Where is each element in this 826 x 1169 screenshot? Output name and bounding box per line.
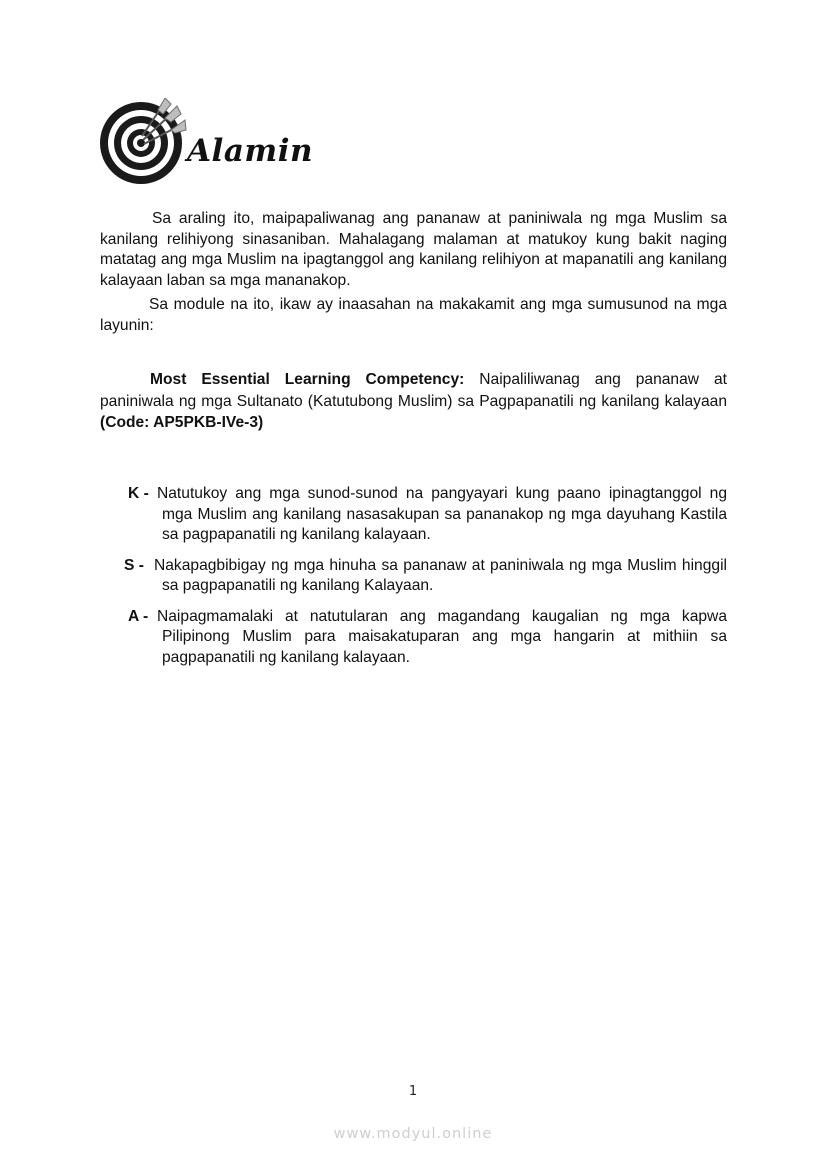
goals-intro-paragraph: Sa module na ito, ikaw ay inaasahan na makakamit ang mga sumusunod na mga layunin:	[100, 296, 727, 334]
objective-text: Natutukoy ang mga sunod-sunod na pangyayari kung paano ipinagtanggol ng mga Muslim ang kanilang nasasakupan sa pananakop ng mga dayuhang Kastila sa pagpapanatili ng kanilang kalayaan.	[157, 485, 727, 543]
objective-attitude	[100, 607, 727, 669]
intro-paragraph: Sa araling ito, maipapaliwanag ang pananaw at paniniwala ng mga Muslim sa kanilang relihiyong sinasaniban. Mahalagang malaman at matukoy kung bakit naging matatag ang mga Muslim na ipagtanggol ang kanilang relihiyon at mapanatili ang kanilang kalayaan laban sa mga mananakop.	[100, 210, 727, 289]
objective-letter: S -	[124, 556, 144, 574]
competency-text: Naipaliliwanag ang pananaw at paniniwala ng mga Sultanato (Katutubong Muslim) sa Pagpapanatili ng kanilang kalayaan	[100, 371, 727, 410]
section-header	[99, 98, 359, 188]
objectives-list	[100, 484, 727, 678]
objective-text: Naipagmamalaki at natutularan ang magandang kaugalian ng mga kapwa Pilipinong Muslim para maisakatuparan ang mga hangarin at mithiin sa pagpapanatili ng kanilang kalayaan.	[157, 607, 727, 666]
target-with-darts-icon	[99, 98, 187, 186]
objective-text: Nakapagbibigay ng mga hinuha sa pananaw at paniniwala ng mga Muslim hinggil sa pagpapanatili ng kanilang Kalayaan.	[154, 556, 727, 594]
competency-code: (Code: AP5PKB-IVe-3)	[100, 414, 264, 431]
objective-letter: A -	[128, 607, 149, 625]
objective-letter: K -	[128, 485, 149, 502]
section-title: Alamin	[187, 133, 314, 169]
page-number: 1	[408, 1084, 418, 1099]
objective-skill	[100, 556, 727, 597]
watermark: www.modyul.online	[333, 1126, 493, 1142]
competency-paragraph	[100, 369, 727, 434]
competency-label: Most Essential Learning Competency:	[150, 371, 465, 388]
objective-knowledge	[100, 484, 727, 546]
